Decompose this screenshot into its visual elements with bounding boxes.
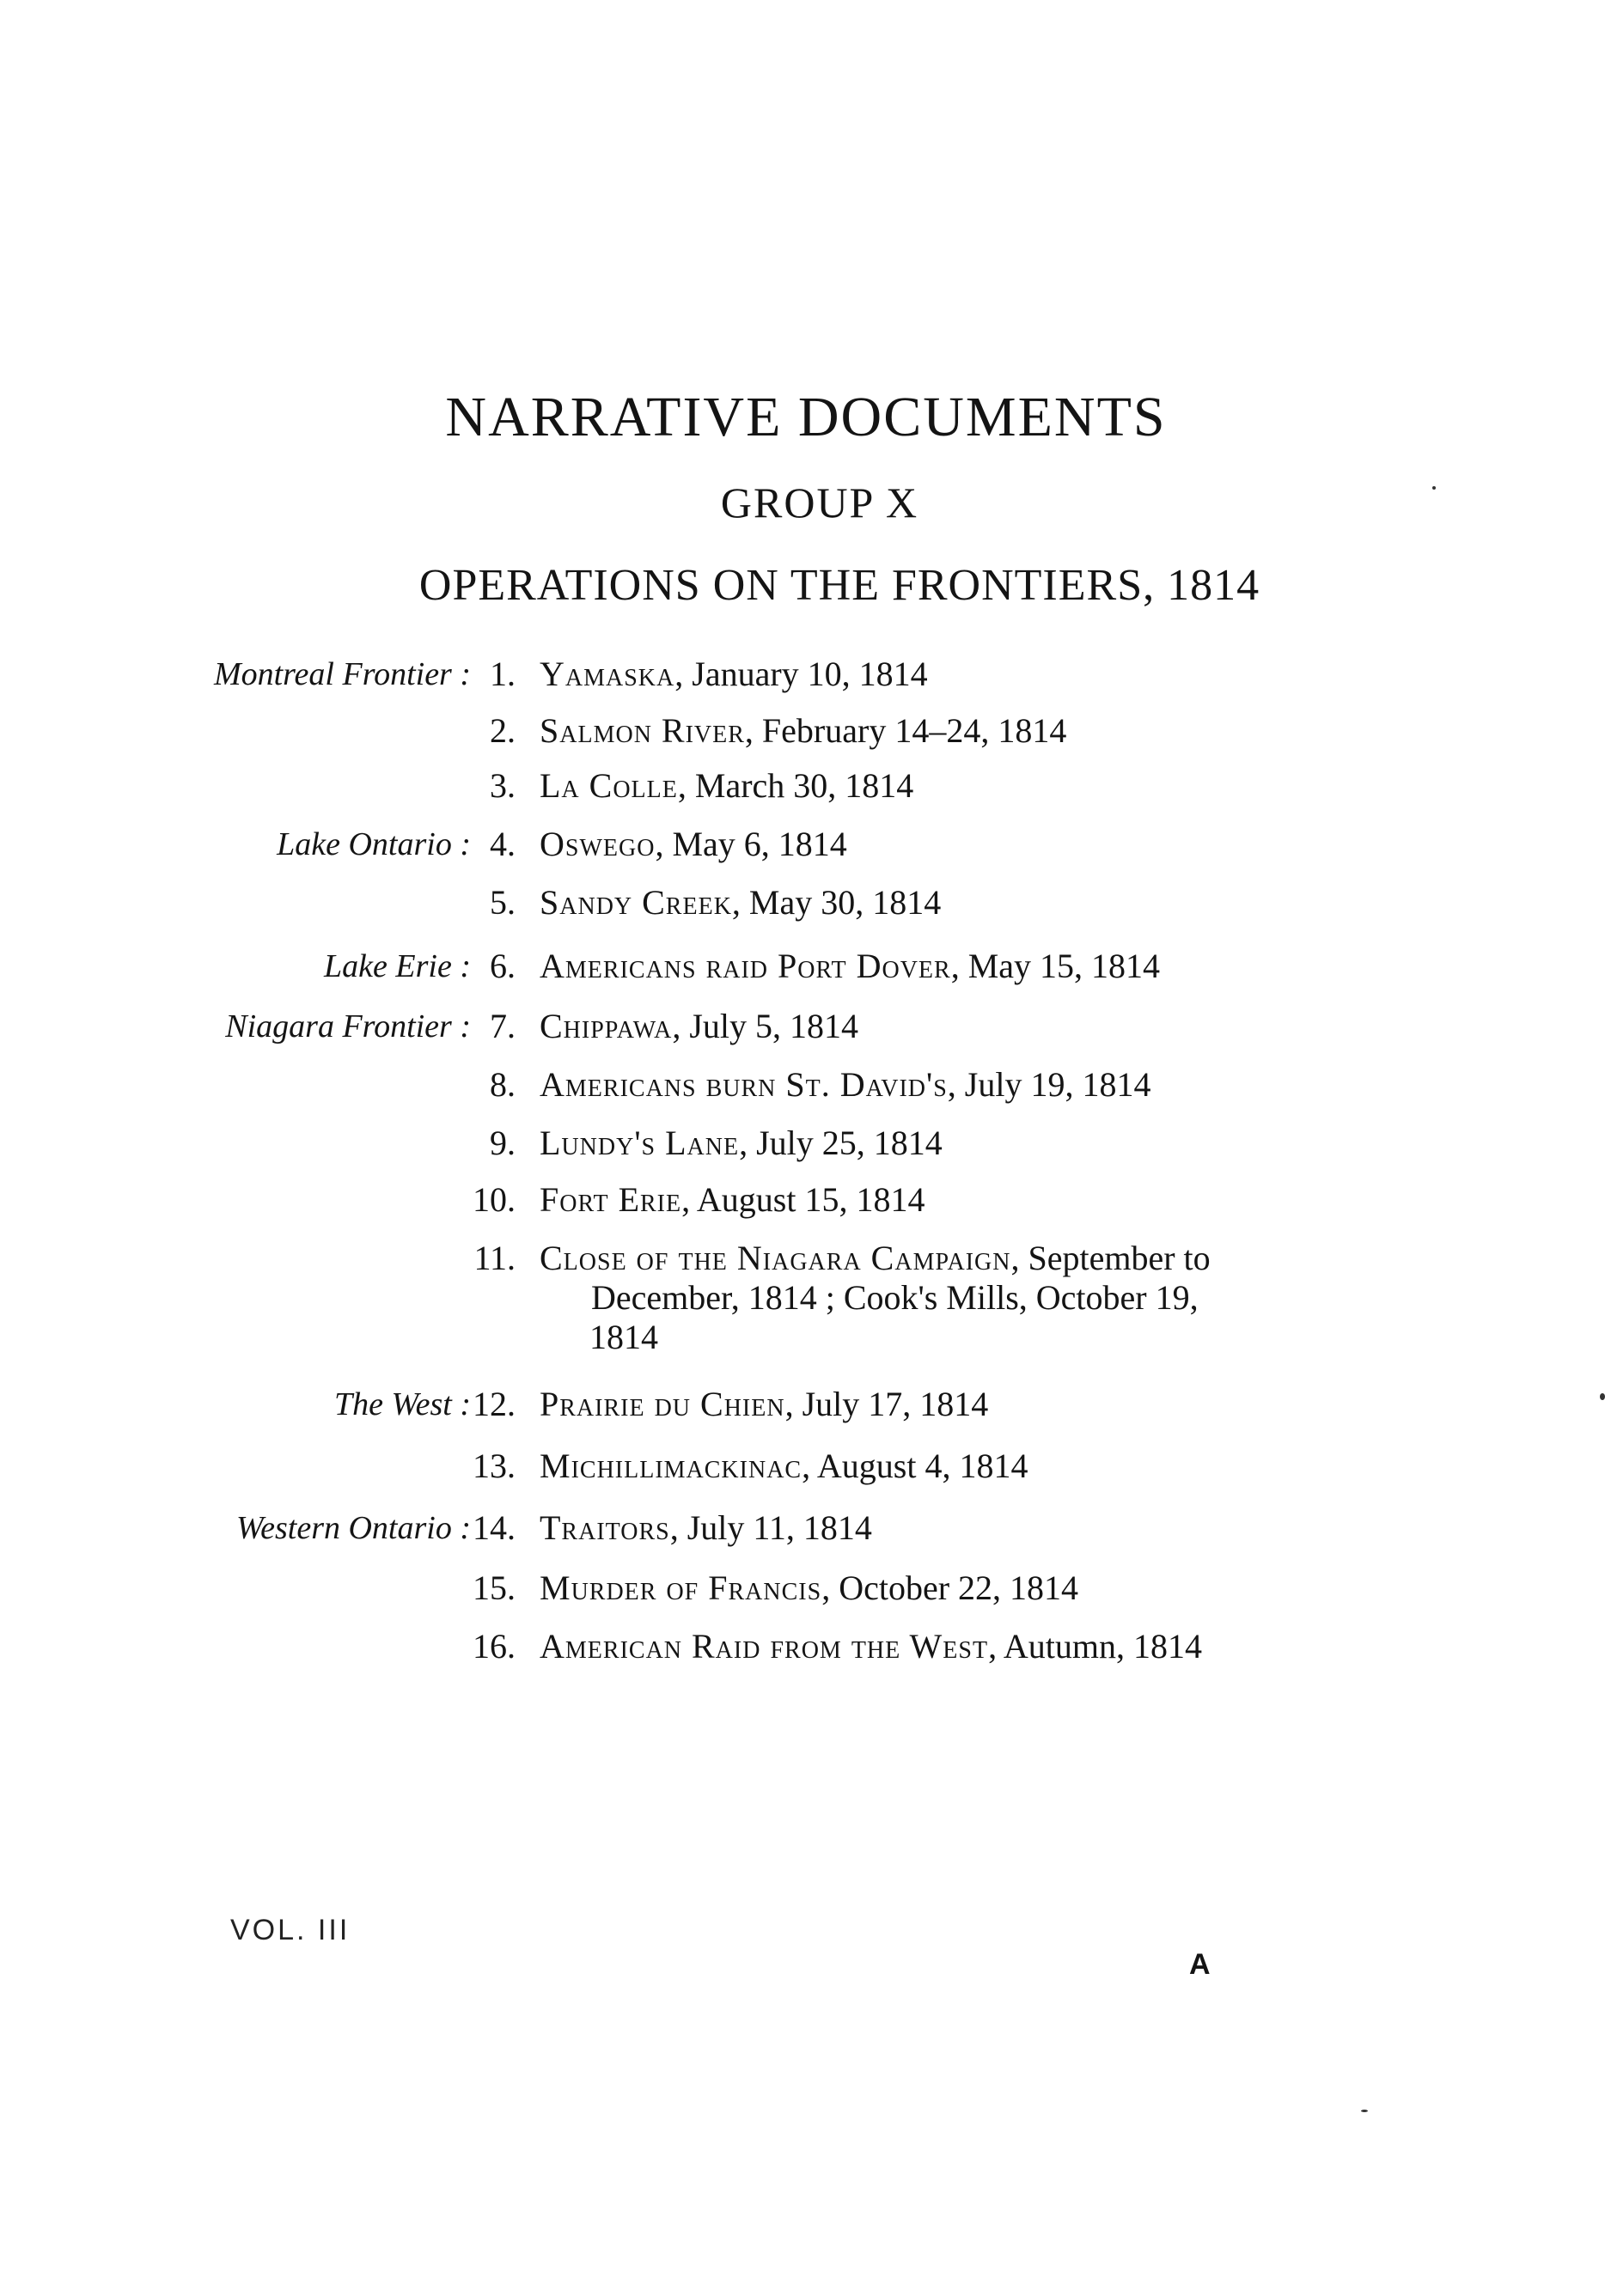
signature-mark: A (1189, 1948, 1211, 1981)
entry-name: Americans burn St. David's (540, 1065, 948, 1104)
entry-date: October 22, 1814 (839, 1568, 1079, 1607)
entry-date: Autumn, 1814 (1003, 1627, 1202, 1666)
volume-label: VOL. III (230, 1914, 351, 1946)
entry-name: Chippawa (540, 1007, 673, 1045)
entry-text: Americans burn St. David's, July 19, 1814 (540, 1065, 1151, 1104)
entry-number: 5. (490, 883, 516, 922)
entry-name: Close of the Niagara Campaign (540, 1239, 1011, 1277)
entry-number: 15. (473, 1568, 516, 1607)
entry-date: September to (1028, 1239, 1211, 1277)
section-subtitle: OPERATIONS ON THE FRONTIERS, 1814 (418, 561, 1260, 610)
entry-number: 12. (473, 1385, 516, 1423)
entry-text: Chippawa, July 5, 1814 (540, 1007, 859, 1045)
entry-text: Michillimackinac, August 4, 1814 (540, 1446, 1028, 1485)
entry-number: 8. (490, 1065, 516, 1104)
entry-text: Lundy's Lane, July 25, 1814 (540, 1124, 943, 1162)
entry-text: Yamaska, January 10, 1814 (540, 655, 928, 693)
entry-number: 6. (490, 947, 516, 985)
scan-speck (1432, 486, 1436, 490)
entry-text: Murder of Francis, October 22, 1814 (540, 1568, 1079, 1607)
entry-number: 11. (473, 1239, 516, 1277)
entry-name: Traitors (540, 1508, 670, 1547)
entry-continuation: December, 1814 ; Cook's Mills, October 19, (591, 1278, 1199, 1317)
entry-name: La Colle (540, 766, 678, 805)
entry-date: February 14–24, 1814 (761, 711, 1067, 750)
entry-date: May 6, 1814 (672, 825, 847, 863)
entry-text: Salmon River, February 14–24, 1814 (540, 711, 1067, 750)
entry-number: 13. (473, 1446, 516, 1485)
entry-text: American Raid from the West, Autumn, 1814 (540, 1627, 1202, 1666)
entry-number: 14. (473, 1508, 516, 1547)
entry-number: 9. (490, 1124, 516, 1162)
entry-date: July 5, 1814 (689, 1007, 859, 1045)
entry-number: 4. (490, 825, 516, 863)
entry-number: 1. (490, 655, 516, 693)
entry-text: Traitors, July 11, 1814 (540, 1508, 872, 1547)
entry-continuation: 1814 (589, 1318, 658, 1356)
entry-date: January 10, 1814 (692, 655, 928, 693)
group-heading: GROUP X (720, 478, 919, 527)
entry-text: La Colle, March 30, 1814 (540, 766, 914, 805)
entry-number: 16. (473, 1627, 516, 1666)
entry-text: Fort Erie, August 15, 1814 (540, 1180, 925, 1219)
entry-name: Yamaska (540, 655, 675, 693)
entry-text: Americans raid Port Dover, May 15, 1814 (540, 947, 1161, 985)
entry-date: July 19, 1814 (964, 1065, 1151, 1104)
entry-name: Salmon River (540, 711, 745, 750)
region-label: The West : (333, 1386, 471, 1422)
entry-name: Lundy's Lane (540, 1124, 740, 1162)
entry-text: Close of the Niagara Campaign, September to December, 1814 ; Cook's Mills, October 19, 1814 (540, 1239, 1296, 1357)
entry-text: Sandy Creek, May 30, 1814 (540, 883, 942, 922)
entry-date: July 17, 1814 (802, 1385, 989, 1423)
entry-name: Murder of Francis (540, 1568, 822, 1607)
region-label: Lake Ontario : (277, 826, 471, 862)
entry-date: August 15, 1814 (696, 1180, 925, 1219)
entry-date: July 11, 1814 (687, 1508, 872, 1547)
entry-date: May 30, 1814 (748, 883, 942, 922)
entry-text: Oswego, May 6, 1814 (540, 825, 847, 863)
entry-text: Prairie du Chien, July 17, 1814 (540, 1385, 989, 1423)
entry-name: American Raid from the West (540, 1627, 989, 1666)
entry-number: 3. (490, 766, 516, 805)
entry-date: August 4, 1814 (816, 1446, 1028, 1485)
entry-name: Americans raid Port Dover (540, 947, 951, 985)
entry-number: 7. (490, 1007, 516, 1045)
entry-date: July 25, 1814 (756, 1124, 943, 1162)
entry-number: 2. (490, 711, 516, 750)
page-title: NARRATIVE DOCUMENTS (445, 386, 1167, 448)
entry-name: Sandy Creek (540, 883, 732, 922)
entry-number: 10. (473, 1180, 516, 1219)
entry-name: Oswego (540, 825, 656, 863)
region-label: Lake Erie : (324, 948, 471, 984)
scan-speck (1361, 2110, 1368, 2112)
scan-speck (1600, 1393, 1605, 1400)
region-label: Montreal Frontier : (213, 656, 471, 692)
region-label: Western Ontario : (235, 1510, 471, 1546)
entry-date: May 15, 1814 (967, 947, 1161, 985)
entry-name: Prairie du Chien (540, 1385, 785, 1423)
entry-name: Michillimackinac (540, 1446, 802, 1485)
entry-date: March 30, 1814 (694, 766, 914, 805)
region-label: Niagara Frontier : (225, 1008, 471, 1044)
entry-name: Fort Erie (540, 1180, 682, 1219)
